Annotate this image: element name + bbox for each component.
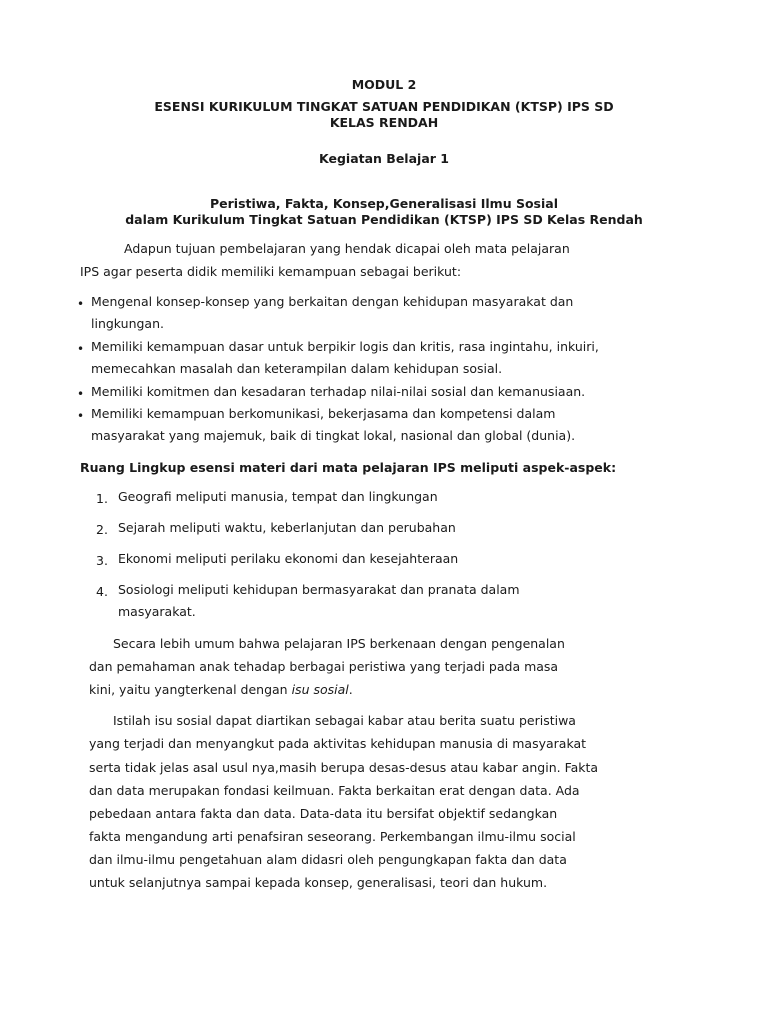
bullet-icon: •: [77, 409, 85, 423]
subtitle-line-2: dalam Kurikulum Tingkat Satuan Pendidikan (KTSP) IPS SD Kelas Rendah: [125, 212, 643, 227]
module-label: MODUL 2: [351, 77, 417, 92]
list-number: 2.: [96, 522, 108, 537]
paragraph-line: pebedaan antara fakta dan data. Data-data itu bersifat objektif sedangkan: [89, 806, 558, 821]
subtitle-line-1: Peristiwa, Fakta, Konsep,Generalisasi Ilmu Sosial: [210, 196, 558, 211]
paragraph-line: [89, 679, 353, 702]
paragraph-line: dan data merupakan fondasi keilmuan. Fakta berkaitan erat dengan data. Ada: [89, 783, 580, 798]
list-item: memecahkan masalah dan keterampilan dalam kehidupan sosial.: [91, 361, 503, 376]
bullet-icon: •: [77, 387, 85, 401]
title-line-1: ESENSI KURIKULUM TINGKAT SATUAN PENDIDIKAN (KTSP) IPS SD: [154, 99, 614, 114]
list-number: 4.: [96, 584, 108, 599]
intro-line-1: Adapun tujuan pembelajaran yang hendak dicapai oleh mata pelajaran: [124, 241, 570, 256]
list-item: Sosiologi meliputi kehidupan bermasyarakat dan pranata dalam: [118, 582, 520, 597]
bullet-icon: •: [77, 297, 85, 311]
bullet-icon: •: [77, 342, 85, 356]
list-item: masyarakat yang majemuk, baik di tingkat lokal, nasional dan global (dunia).: [91, 428, 576, 443]
list-item: Ekonomi meliputi perilaku ekonomi dan kesejahteraan: [118, 551, 459, 566]
list-item: Memiliki kemampuan dasar untuk berpikir logis dan kritis, rasa ingintahu, inkuiri,: [91, 339, 599, 354]
paragraph-line: Istilah isu sosial dapat diartikan sebagai kabar atau berita suatu peristiwa: [113, 713, 576, 728]
text-span: .: [348, 682, 353, 697]
paragraph-line: dan pemahaman anak tehadap berbagai peristiwa yang terjadi pada masa: [89, 659, 559, 674]
activity-heading: Kegiatan Belajar 1: [319, 151, 449, 166]
paragraph-line: yang terjadi dan menyangkut pada aktivitas kehidupan manusia di masyarakat: [89, 736, 587, 751]
list-item: masyarakat.: [118, 604, 196, 619]
list-number: 3.: [96, 553, 108, 568]
list-number: 1.: [96, 491, 108, 506]
list-item: Memiliki komitmen dan kesadaran terhadap nilai-nilai sosial dan kemanusiaan.: [91, 384, 586, 399]
scope-heading: Ruang Lingkup esensi materi dari mata pelajaran IPS meliputi aspek-aspek:: [80, 460, 617, 475]
list-item: Sejarah meliputi waktu, keberlanjutan dan perubahan: [118, 520, 456, 535]
paragraph-line: untuk selanjutnya sampai kepada konsep, generalisasi, teori dan hukum.: [89, 875, 548, 890]
text-span: kini, yaitu yangterkenal dengan: [89, 682, 292, 697]
paragraph-line: fakta mengandung arti penafsiran seseorang. Perkembangan ilmu-ilmu social: [89, 829, 576, 844]
list-item: Geografi meliputi manusia, tempat dan lingkungan: [118, 489, 438, 504]
paragraph-line: serta tidak jelas asal usul nya,masih berupa desas-desus atau kabar angin. Fakta: [89, 760, 599, 775]
list-item: Memiliki kemampuan berkomunikasi, bekerjasama dan kompetensi dalam: [91, 406, 556, 421]
paragraph-line: Secara lebih umum bahwa pelajaran IPS berkenaan dengan pengenalan: [113, 636, 565, 651]
title-line-2: KELAS RENDAH: [329, 115, 439, 130]
paragraph-line: dan ilmu-ilmu pengetahuan alam didasri oleh pengungkapan fakta dan data: [89, 852, 567, 867]
list-item: Mengenal konsep-konsep yang berkaitan dengan kehidupan masyarakat dan: [91, 294, 574, 309]
list-item: lingkungan.: [91, 316, 164, 331]
emphasis-text: isu sosial: [291, 682, 349, 697]
intro-line-2: IPS agar peserta didik memiliki kemampuan sebagai berikut:: [80, 264, 462, 279]
